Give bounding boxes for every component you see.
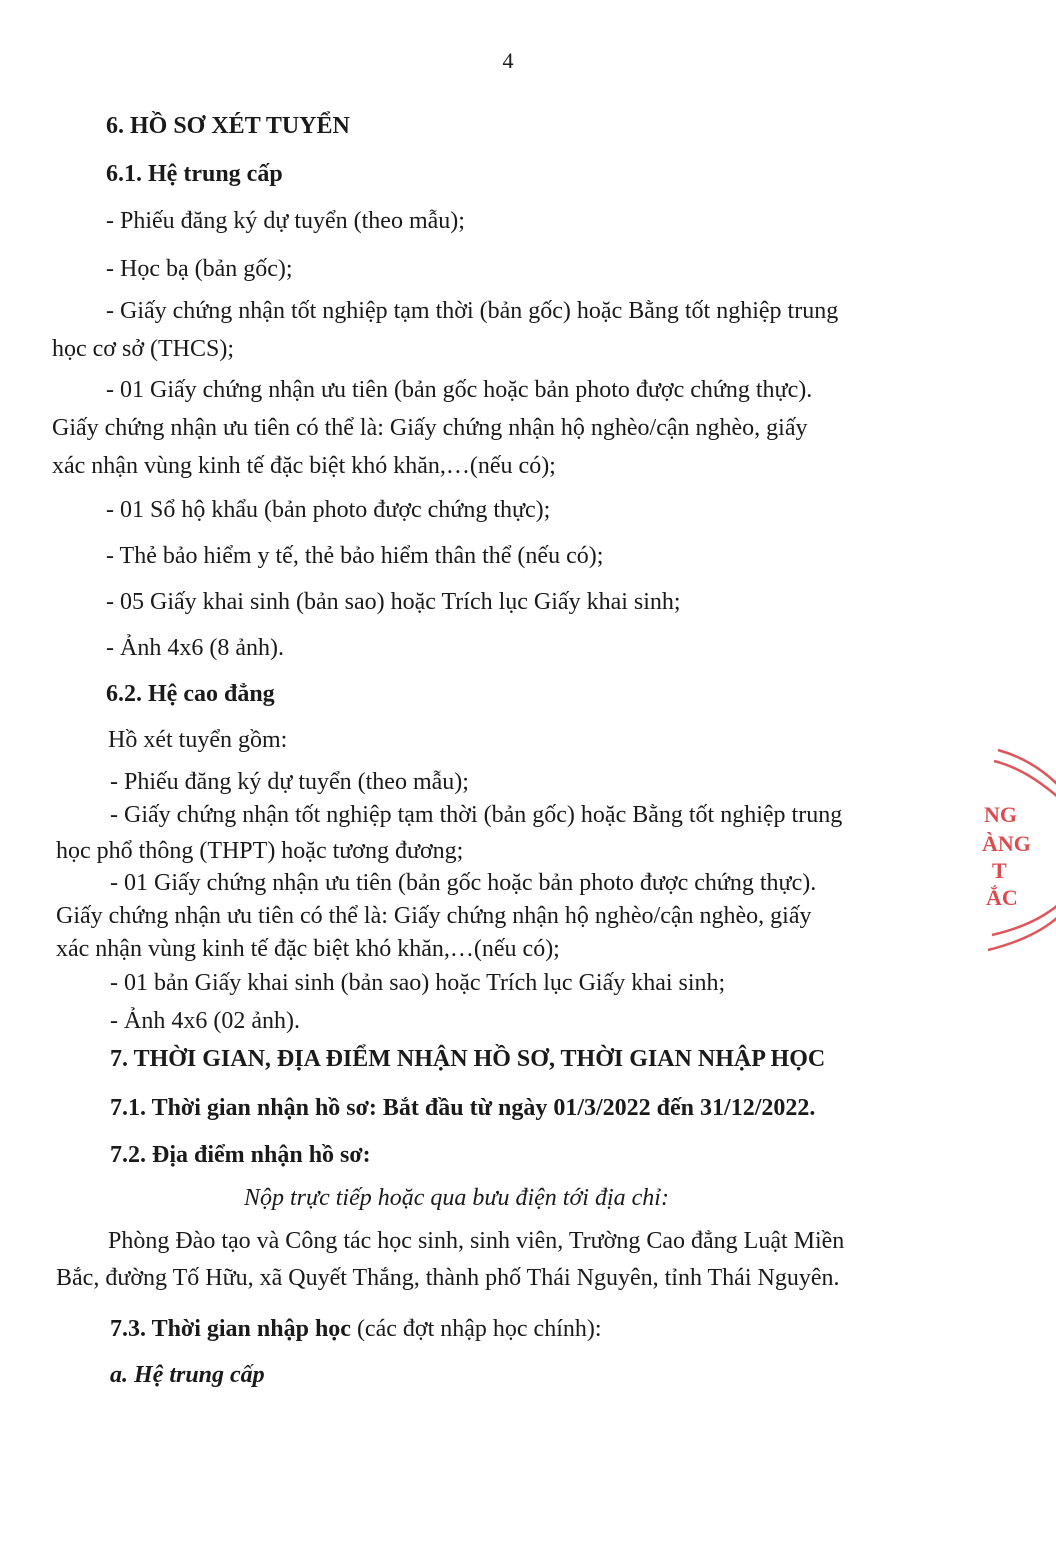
list-item: - Giấy chứng nhận tốt nghiệp tạm thời (bản gốc) hoặc Bằng tốt nghiệp trung: [106, 298, 839, 324]
section-6-1-heading: 6.1. Hệ trung cấp: [106, 161, 283, 187]
stamp-fragment: ÀNG: [982, 831, 1031, 856]
stamp-fragment: ẮC: [986, 885, 1018, 910]
list-item: - 01 Giấy chứng nhận ưu tiên (bản gốc hoặc bản photo được chứng thực).: [110, 870, 817, 896]
section-7-3: [110, 1314, 602, 1344]
address-line: Phòng Đào tạo và Công tác học sinh, sinh viên, Trường Cao đẳng Luật Miền: [108, 1228, 845, 1254]
list-item: - 01 Giấy chứng nhận ưu tiên (bản gốc hoặc bản photo được chứng thực).: [106, 377, 813, 403]
list-item: - Giấy chứng nhận tốt nghiệp tạm thời (bản gốc) hoặc Bằng tốt nghiệp trung: [110, 802, 843, 828]
section-7-3-a: a. Hệ trung cấp: [110, 1362, 265, 1388]
section-6-heading: 6. HỒ SƠ XÉT TUYỂN: [106, 113, 350, 139]
list-item-continuation: học phổ thông (THPT) hoặc tương đương;: [56, 838, 464, 864]
page-number: 4: [502, 48, 514, 73]
section-7-3-label: 7.3. Thời gian nhập học: [110, 1316, 351, 1342]
list-item: - 01 Sổ hộ khẩu (bản photo được chứng thực);: [106, 497, 551, 523]
official-seal-stamp: [968, 745, 1056, 960]
list-item: - Ảnh 4x6 (8 ảnh).: [106, 635, 284, 661]
stamp-fragment: T: [992, 858, 1007, 883]
list-item: - 01 bản Giấy khai sinh (bản sao) hoặc Trích lục Giấy khai sinh;: [110, 970, 726, 996]
list-item: - Thẻ bảo hiểm y tế, thẻ bảo hiểm thân thể (nếu có);: [106, 543, 604, 569]
section-6-2-heading: 6.2. Hệ cao đẳng: [106, 681, 275, 707]
section-7-3-note: (các đợt nhập học chính):: [350, 1316, 602, 1342]
submission-note: Nộp trực tiếp hoặc qua bưu điện tới địa chỉ:: [244, 1185, 669, 1211]
list-item-continuation: xác nhận vùng kinh tế đặc biệt khó khăn,…(nếu có);: [56, 936, 560, 962]
list-item-continuation: Giấy chứng nhận ưu tiên có thể là: Giấy chứng nhận hộ nghèo/cận nghèo, giấy: [52, 415, 808, 441]
section-7-2-heading: 7.2. Địa điểm nhận hồ sơ:: [110, 1142, 371, 1168]
list-item: - Phiếu đăng ký dự tuyển (theo mẫu);: [110, 769, 469, 795]
section-7-heading: 7. THỜI GIAN, ĐỊA ĐIỂM NHẬN HỒ SƠ, THỜI GIAN NHẬP HỌC: [110, 1046, 826, 1072]
list-item-continuation: xác nhận vùng kinh tế đặc biệt khó khăn,…(nếu có);: [52, 453, 556, 479]
list-item-continuation: học cơ sở (THCS);: [52, 336, 235, 362]
seal-fragment-graphic: [968, 745, 1056, 960]
address-line: Bắc, đường Tố Hữu, xã Quyết Thắng, thành phố Thái Nguyên, tỉnh Thái Nguyên.: [56, 1265, 840, 1291]
list-item: - Học bạ (bản gốc);: [106, 256, 293, 282]
list-item-continuation: Giấy chứng nhận ưu tiên có thể là: Giấy chứng nhận hộ nghèo/cận nghèo, giấy: [56, 903, 812, 929]
section-7-1: 7.1. Thời gian nhận hồ sơ: Bắt đầu từ ngày 01/3/2022 đến 31/12/2022.: [110, 1095, 816, 1121]
list-item: - 05 Giấy khai sinh (bản sao) hoặc Trích lục Giấy khai sinh;: [106, 589, 681, 615]
list-item: - Ảnh 4x6 (02 ảnh).: [110, 1008, 300, 1034]
stamp-fragment: NG: [984, 802, 1017, 827]
section-6-2-intro: Hồ xét tuyển gồm:: [108, 727, 288, 753]
list-item: - Phiếu đăng ký dự tuyển (theo mẫu);: [106, 208, 465, 234]
